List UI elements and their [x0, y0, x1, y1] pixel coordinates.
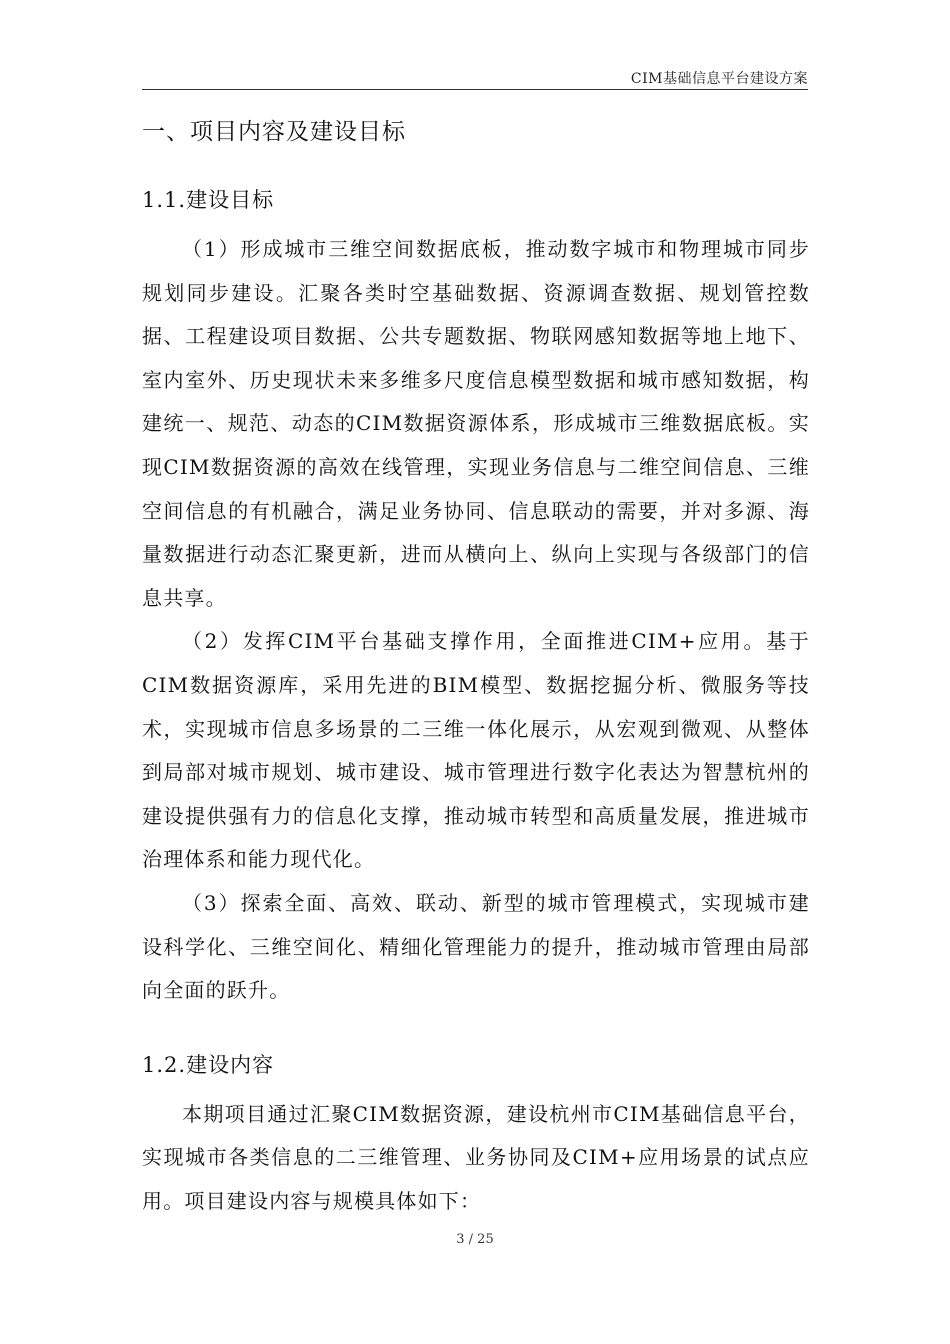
section-heading: 一、项目内容及建设目标	[142, 119, 406, 145]
paragraph: （3）探索全面、高效、联动、新型的城市管理模式，实现城市建设科学化、三维空间化、精细化管理能力的提升，推动城市管理由局部向全面的跃升。	[142, 890, 810, 1003]
paragraph: （2）发挥CIM平台基础支撑作用，全面推进CIM+应用。基于CIM数据资源库，采用先进的BIM模型、数据挖掘分析、微服务等技术，实现城市信息多场景的二三维一体化展示，从宏观到微观、从整体到局部对城市规划、城市建设、城市管理进行数字化表达为智慧杭州的建设提供强有力的信息化支撑，推动城市转型和高质量发展，推进城市治理体系和能力现代化。	[142, 629, 810, 872]
subsection-heading-goals: 1.1.建设目标	[142, 188, 275, 212]
running-header: CIM基础信息平台建设方案	[630, 71, 808, 87]
subsection-heading-content: 1.2.建设内容	[142, 1052, 275, 1077]
header-divider	[142, 89, 808, 90]
document-body	[142, 108, 810, 1223]
page-number: 3 / 25	[456, 1232, 494, 1247]
paragraph: 本期项目通过汇聚CIM数据资源，建设杭州市CIM基础信息平台，实现城市各类信息的二三维管理、业务协同及CIM+应用场景的试点应用。项目建设内容与规模具体如下：	[142, 1101, 810, 1213]
paragraph: （1）形成城市三维空间数据底板，推动数字城市和物理城市同步规划同步建设。汇聚各类时空基础数据、资源调查数据、规划管控数据、工程建设项目数据、公共专题数据、物联网感知数据等地上地下、室内室外、历史现状未来多维多尺度信息模型数据和城市感知数据，构建统一、规范、动态的CIM数据资源体系，形成城市三维数据底板。实现CIM数据资源的高效在线管理，实现业务信息与二维空间信息、三维空间信息的有机融合，满足业务协同、信息联动的需要，并对多源、海量数据进行动态汇聚更新，进而从横向上、纵向上实现与各级部门的信息共享。	[142, 237, 810, 610]
